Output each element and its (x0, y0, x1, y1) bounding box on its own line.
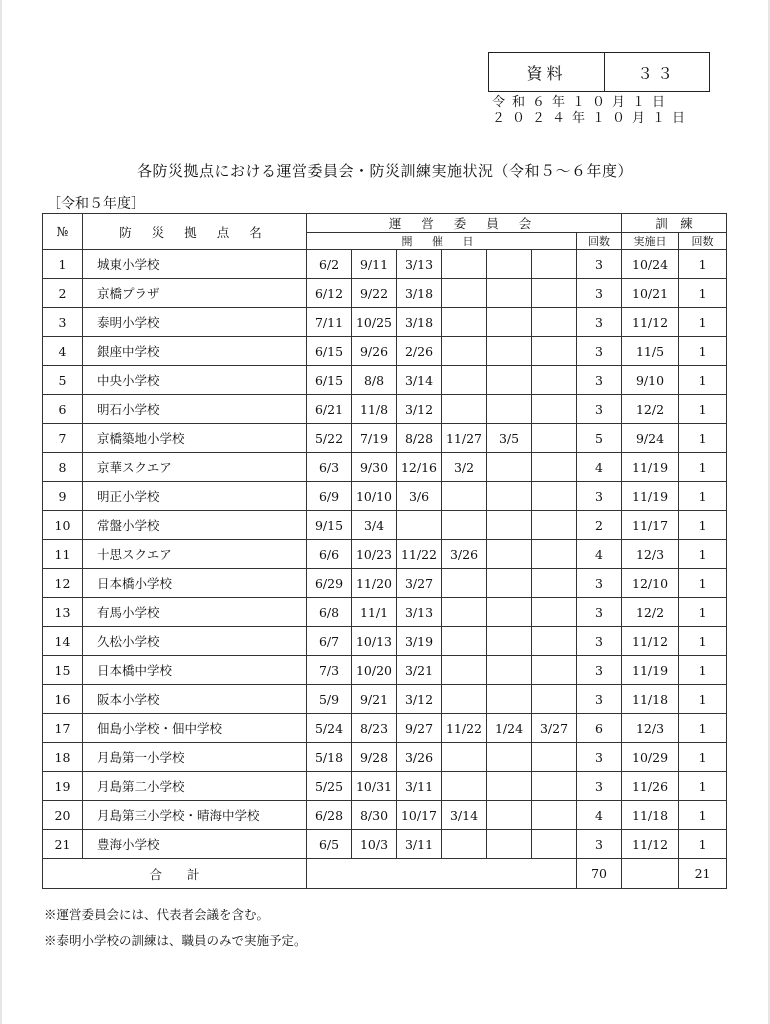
meeting-date: 6/12 (307, 279, 352, 308)
drill-count: 1 (679, 511, 727, 540)
drill-date: 12/10 (622, 569, 679, 598)
meeting-date (442, 308, 487, 337)
base-name: 城東小学校 (83, 250, 307, 279)
header-no: № (43, 214, 83, 250)
drill-count: 1 (679, 830, 727, 859)
meeting-date (532, 656, 577, 685)
row-no: 13 (43, 598, 83, 627)
row-no: 21 (43, 830, 83, 859)
meeting-date (442, 395, 487, 424)
base-name: 十思スクエア (83, 540, 307, 569)
drill-count: 1 (679, 250, 727, 279)
meeting-date (487, 627, 532, 656)
meeting-count: 3 (577, 482, 622, 511)
meeting-date: 12/16 (397, 453, 442, 482)
meeting-date: 10/13 (352, 627, 397, 656)
meeting-date (487, 656, 532, 685)
meeting-count: 3 (577, 830, 622, 859)
meeting-date (532, 511, 577, 540)
drill-count: 1 (679, 453, 727, 482)
base-name: 月島第三小学校・晴海中学校 (83, 801, 307, 830)
drill-date: 12/2 (622, 395, 679, 424)
drill-count: 1 (679, 656, 727, 685)
meeting-date: 9/21 (352, 685, 397, 714)
drill-date: 12/3 (622, 540, 679, 569)
table-row (43, 714, 727, 743)
meeting-date (487, 279, 532, 308)
meeting-count: 3 (577, 598, 622, 627)
meeting-date: 10/3 (352, 830, 397, 859)
header-drill-date: 実施日 (622, 233, 679, 250)
meeting-date (487, 366, 532, 395)
drill-count: 1 (679, 627, 727, 656)
row-no: 3 (43, 308, 83, 337)
meeting-date: 5/25 (307, 772, 352, 801)
meeting-count: 3 (577, 395, 622, 424)
meeting-count: 3 (577, 627, 622, 656)
drill-count: 1 (679, 714, 727, 743)
meeting-date (532, 366, 577, 395)
meeting-date: 10/25 (352, 308, 397, 337)
meeting-date (487, 772, 532, 801)
table-row (43, 482, 727, 511)
row-no: 8 (43, 453, 83, 482)
section-label: ［令和５年度］ (47, 196, 145, 212)
meeting-date (532, 540, 577, 569)
meeting-date (532, 598, 577, 627)
meeting-date: 9/26 (352, 337, 397, 366)
meeting-date (487, 337, 532, 366)
table-row (43, 453, 727, 482)
meeting-date: 3/13 (397, 598, 442, 627)
drill-date: 9/10 (622, 366, 679, 395)
meeting-date (442, 279, 487, 308)
meeting-date (442, 250, 487, 279)
meeting-date: 10/10 (352, 482, 397, 511)
meeting-count: 5 (577, 424, 622, 453)
meeting-date (442, 337, 487, 366)
drill-date: 11/12 (622, 830, 679, 859)
meeting-date (442, 830, 487, 859)
meeting-date (487, 250, 532, 279)
total-meeting-count: 70 (577, 859, 622, 889)
meeting-date (442, 685, 487, 714)
footnote: ※運営委員会には、代表者会議を含む。 (44, 907, 270, 922)
meeting-count: 3 (577, 366, 622, 395)
row-no: 16 (43, 685, 83, 714)
meeting-date: 6/3 (307, 453, 352, 482)
header-meeting-count: 回数 (577, 233, 622, 250)
meeting-count: 6 (577, 714, 622, 743)
page-edge-left (0, 0, 2, 1024)
meeting-date: 6/7 (307, 627, 352, 656)
meeting-date: 5/9 (307, 685, 352, 714)
row-no: 20 (43, 801, 83, 830)
meeting-date: 3/4 (352, 511, 397, 540)
table-row (43, 598, 727, 627)
meeting-count: 3 (577, 279, 622, 308)
meeting-date (487, 598, 532, 627)
base-name: 常盤小学校 (83, 511, 307, 540)
drill-count: 1 (679, 279, 727, 308)
row-no: 10 (43, 511, 83, 540)
header-committee: 運 営 委 員 会 (307, 214, 622, 233)
table-row (43, 685, 727, 714)
row-no: 19 (43, 772, 83, 801)
row-no: 5 (43, 366, 83, 395)
meeting-date: 10/20 (352, 656, 397, 685)
meeting-date: 10/23 (352, 540, 397, 569)
meeting-date (487, 743, 532, 772)
drill-date: 11/5 (622, 337, 679, 366)
base-name: 久松小学校 (83, 627, 307, 656)
meeting-date: 5/24 (307, 714, 352, 743)
meeting-date (487, 511, 532, 540)
meeting-date: 9/28 (352, 743, 397, 772)
meeting-date: 7/19 (352, 424, 397, 453)
meeting-date: 6/6 (307, 540, 352, 569)
base-name: 豊海小学校 (83, 830, 307, 859)
table-row (43, 540, 727, 569)
meeting-count: 3 (577, 685, 622, 714)
meeting-date: 6/21 (307, 395, 352, 424)
meeting-date: 6/28 (307, 801, 352, 830)
meeting-date: 3/6 (397, 482, 442, 511)
drill-count: 1 (679, 366, 727, 395)
table-row (43, 772, 727, 801)
meeting-date (442, 627, 487, 656)
meeting-date: 9/11 (352, 250, 397, 279)
meeting-date: 3/27 (397, 569, 442, 598)
base-name: 佃島小学校・佃中学校 (83, 714, 307, 743)
meeting-date (487, 540, 532, 569)
header-drill: 訓 練 (622, 214, 727, 233)
meeting-date: 3/12 (397, 685, 442, 714)
table-row (43, 830, 727, 859)
base-name: 京華スクエア (83, 453, 307, 482)
meeting-date (442, 569, 487, 598)
base-name: 京橋プラザ (83, 279, 307, 308)
meeting-date: 9/30 (352, 453, 397, 482)
meeting-count: 3 (577, 656, 622, 685)
base-name: 阪本小学校 (83, 685, 307, 714)
meeting-date: 11/1 (352, 598, 397, 627)
table-row (43, 308, 727, 337)
meeting-date (442, 482, 487, 511)
base-name: 日本橋小学校 (83, 569, 307, 598)
meeting-date: 3/14 (442, 801, 487, 830)
table-row (43, 801, 727, 830)
meeting-date (532, 453, 577, 482)
meeting-date (532, 627, 577, 656)
meeting-date: 11/27 (442, 424, 487, 453)
meeting-date (532, 308, 577, 337)
base-name: 明正小学校 (83, 482, 307, 511)
meeting-count: 3 (577, 569, 622, 598)
date-block (492, 95, 712, 127)
base-name: 明石小学校 (83, 395, 307, 424)
meeting-count: 4 (577, 540, 622, 569)
table-row (43, 743, 727, 772)
drill-count: 1 (679, 598, 727, 627)
meeting-date: 11/8 (352, 395, 397, 424)
meeting-date (532, 250, 577, 279)
table-row (43, 366, 727, 395)
meeting-date: 5/22 (307, 424, 352, 453)
meeting-date: 11/22 (397, 540, 442, 569)
meeting-count: 3 (577, 772, 622, 801)
meeting-date: 6/15 (307, 337, 352, 366)
drill-count: 1 (679, 540, 727, 569)
meeting-date: 3/5 (487, 424, 532, 453)
drill-count: 1 (679, 801, 727, 830)
row-no: 18 (43, 743, 83, 772)
meeting-date (532, 395, 577, 424)
meeting-count: 3 (577, 250, 622, 279)
meeting-date: 3/11 (397, 772, 442, 801)
meeting-date: 2/26 (397, 337, 442, 366)
header-base-name: 防 災 拠 点 名 (83, 214, 307, 250)
status-table (42, 213, 727, 889)
meeting-date (532, 743, 577, 772)
drill-date: 11/18 (622, 685, 679, 714)
table-row (43, 250, 727, 279)
meeting-date (532, 279, 577, 308)
meeting-date: 3/12 (397, 395, 442, 424)
row-no: 2 (43, 279, 83, 308)
meeting-count: 4 (577, 801, 622, 830)
meeting-date (442, 511, 487, 540)
meeting-date: 8/8 (352, 366, 397, 395)
meeting-date (487, 830, 532, 859)
meeting-date: 6/5 (307, 830, 352, 859)
meeting-date: 6/8 (307, 598, 352, 627)
meeting-date (487, 395, 532, 424)
row-no: 7 (43, 424, 83, 453)
meeting-date (532, 337, 577, 366)
base-name: 月島第二小学校 (83, 772, 307, 801)
drill-count: 1 (679, 743, 727, 772)
document-title: 各防災拠点における運営委員会・防災訓練実施状況（令和５～６年度） (136, 162, 633, 180)
meeting-date: 3/13 (397, 250, 442, 279)
date-wareki: 令和６年１０月１日 (492, 95, 673, 110)
drill-date: 11/12 (622, 627, 679, 656)
row-no: 12 (43, 569, 83, 598)
drill-date: 11/18 (622, 801, 679, 830)
total-drill-date-blank (622, 859, 679, 889)
total-row (43, 859, 727, 889)
meeting-date (442, 772, 487, 801)
drill-count: 1 (679, 395, 727, 424)
base-name: 京橋築地小学校 (83, 424, 307, 453)
meeting-date (442, 366, 487, 395)
table-row (43, 337, 727, 366)
meeting-date (532, 830, 577, 859)
row-no: 14 (43, 627, 83, 656)
meeting-date (397, 511, 442, 540)
meeting-count: 3 (577, 308, 622, 337)
meeting-date: 3/2 (442, 453, 487, 482)
row-no: 15 (43, 656, 83, 685)
drill-date: 11/12 (622, 308, 679, 337)
drill-count: 1 (679, 569, 727, 598)
meeting-date (532, 685, 577, 714)
meeting-date (532, 569, 577, 598)
table-row (43, 627, 727, 656)
drill-date: 12/3 (622, 714, 679, 743)
drill-date: 10/21 (622, 279, 679, 308)
meeting-date: 5/18 (307, 743, 352, 772)
base-name: 日本橋中学校 (83, 656, 307, 685)
meeting-date (532, 801, 577, 830)
drill-count: 1 (679, 308, 727, 337)
row-no: 6 (43, 395, 83, 424)
drill-date: 10/24 (622, 250, 679, 279)
date-seireki: ２０２４年１０月１日 (492, 111, 693, 126)
meeting-count: 3 (577, 743, 622, 772)
meeting-date (442, 743, 487, 772)
meeting-date: 3/18 (397, 279, 442, 308)
meeting-date (487, 801, 532, 830)
meeting-date: 9/15 (307, 511, 352, 540)
row-no: 4 (43, 337, 83, 366)
meeting-date (487, 453, 532, 482)
meeting-date: 6/9 (307, 482, 352, 511)
base-name: 中央小学校 (83, 366, 307, 395)
drill-date: 12/2 (622, 598, 679, 627)
footnotes (44, 902, 307, 954)
meeting-date: 7/11 (307, 308, 352, 337)
meeting-date: 3/18 (397, 308, 442, 337)
total-label: 合 計 (43, 859, 307, 889)
table-row (43, 511, 727, 540)
meeting-date: 6/15 (307, 366, 352, 395)
header-meeting-dates: 開 催 日 (307, 233, 577, 250)
meeting-date: 3/14 (397, 366, 442, 395)
total-dates-blank (307, 859, 577, 889)
material-label: 資料 (489, 53, 605, 91)
drill-date: 9/24 (622, 424, 679, 453)
footnote: ※泰明小学校の訓練は、職員のみで実施予定。 (44, 933, 307, 948)
meeting-date (487, 685, 532, 714)
meeting-date (487, 569, 532, 598)
meeting-date: 11/20 (352, 569, 397, 598)
table-row (43, 569, 727, 598)
table-row (43, 279, 727, 308)
row-no: 1 (43, 250, 83, 279)
meeting-date (442, 656, 487, 685)
meeting-count: 2 (577, 511, 622, 540)
meeting-date: 11/22 (442, 714, 487, 743)
meeting-date (532, 772, 577, 801)
meeting-date: 10/31 (352, 772, 397, 801)
meeting-count: 4 (577, 453, 622, 482)
meeting-date: 3/19 (397, 627, 442, 656)
drill-date: 11/19 (622, 453, 679, 482)
meeting-date (487, 482, 532, 511)
meeting-date: 7/3 (307, 656, 352, 685)
material-number: ３３ (636, 63, 677, 83)
meeting-date: 9/22 (352, 279, 397, 308)
table-row (43, 656, 727, 685)
header-drill-count: 回数 (679, 233, 727, 250)
meeting-date (442, 598, 487, 627)
total-drill-count: 21 (679, 859, 727, 889)
drill-count: 1 (679, 424, 727, 453)
meeting-date: 1/24 (487, 714, 532, 743)
base-name: 銀座中学校 (83, 337, 307, 366)
meeting-date: 8/30 (352, 801, 397, 830)
meeting-count: 3 (577, 337, 622, 366)
row-no: 11 (43, 540, 83, 569)
base-name: 泰明小学校 (83, 308, 307, 337)
meeting-date: 3/21 (397, 656, 442, 685)
meeting-date: 3/26 (397, 743, 442, 772)
row-no: 9 (43, 482, 83, 511)
base-name: 月島第一小学校 (83, 743, 307, 772)
meeting-date (532, 482, 577, 511)
drill-count: 1 (679, 685, 727, 714)
row-no: 17 (43, 714, 83, 743)
meeting-date: 6/29 (307, 569, 352, 598)
material-number-box (488, 52, 710, 92)
table-row (43, 395, 727, 424)
drill-count: 1 (679, 482, 727, 511)
meeting-date (532, 424, 577, 453)
meeting-date: 6/2 (307, 250, 352, 279)
drill-date: 10/29 (622, 743, 679, 772)
meeting-date: 3/26 (442, 540, 487, 569)
drill-date: 11/19 (622, 656, 679, 685)
drill-date: 11/26 (622, 772, 679, 801)
meeting-date: 10/17 (397, 801, 442, 830)
meeting-date: 3/11 (397, 830, 442, 859)
drill-count: 1 (679, 337, 727, 366)
meeting-date (487, 308, 532, 337)
meeting-date: 8/23 (352, 714, 397, 743)
drill-date: 11/19 (622, 482, 679, 511)
drill-date: 11/17 (622, 511, 679, 540)
table-row (43, 424, 727, 453)
meeting-date: 8/28 (397, 424, 442, 453)
meeting-date: 3/27 (532, 714, 577, 743)
meeting-date: 9/27 (397, 714, 442, 743)
drill-count: 1 (679, 772, 727, 801)
base-name: 有馬小学校 (83, 598, 307, 627)
